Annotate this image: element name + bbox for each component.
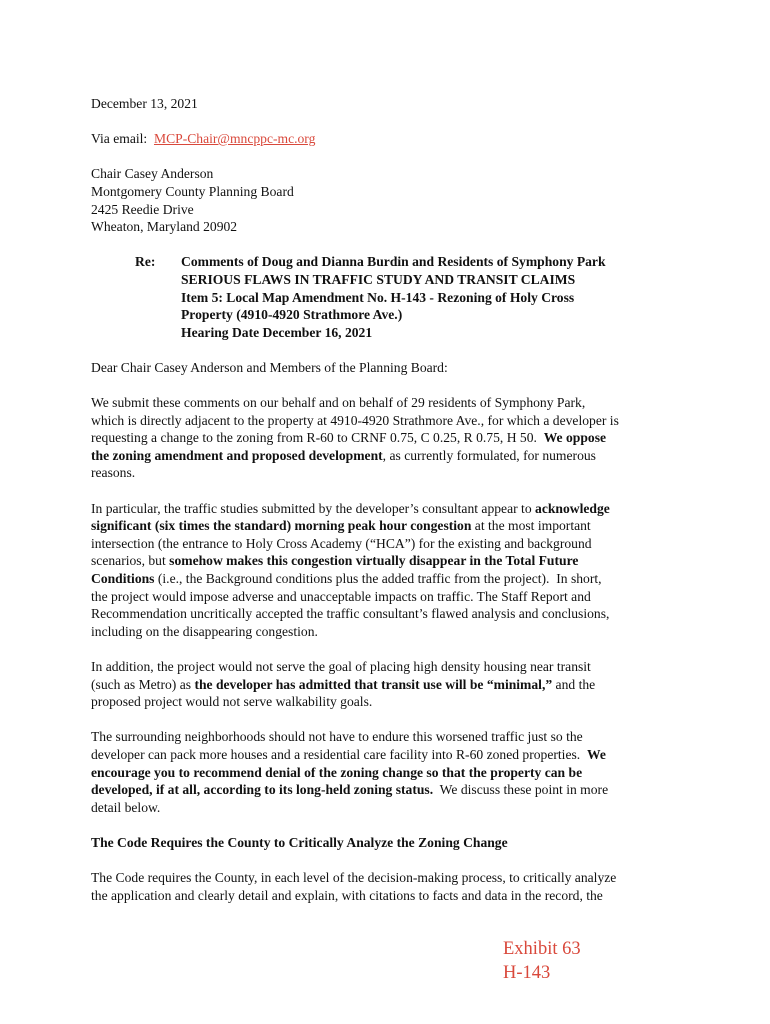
text-line: We submit these comments on our behalf and on behalf of 29 residents of Symphony Park, [91, 395, 586, 411]
address-line: 2425 Reedie Drive [91, 201, 194, 217]
paragraph-5 [91, 869, 673, 904]
text-line: detail below. [91, 799, 161, 815]
subject-block [135, 253, 673, 341]
letter-body [91, 95, 673, 904]
text-line: the application and clearly detail and explain, with citations to facts and data in the record, the [91, 887, 603, 903]
exhibit-stamp [503, 937, 581, 985]
paragraph-3 [91, 658, 673, 711]
section-heading: The Code Requires the County to Critically Analyze the Zoning Change [91, 834, 508, 850]
subject-line: Hearing Date December 16, 2021 [181, 324, 373, 340]
subject-line: Property (4910-4920 Strathmore Ave.) [181, 307, 403, 323]
text-line: developer can pack more houses and a residential care facility into R-60 zoned properties. We [91, 746, 606, 762]
via-email-label: Via email: [91, 131, 154, 147]
salutation: Dear Chair Casey Anderson and Members of the Planning Board: [91, 359, 448, 375]
subject-line: Item 5: Local Map Amendment No. H-143 - Rezoning of Holy Cross [181, 289, 575, 305]
letter-date: December 13, 2021 [91, 96, 198, 111]
exhibit-number: Exhibit 63 [503, 939, 581, 959]
text-line: requesting a change to the zoning from R-60 to CRNF 0.75, C 0.25, R 0.75, H 50. We oppose [91, 430, 607, 446]
text-line: Recommendation uncritically accepted the traffic consultant’s flawed analysis and conclusions, [91, 606, 610, 622]
text-line: reasons. [91, 465, 136, 481]
address-line: Montgomery County Planning Board [91, 183, 294, 199]
text-line: The surrounding neighborhoods should not have to endure this worsened traffic just so the [91, 729, 583, 745]
text-line: The Code requires the County, in each level of the decision-making process, to critically analyze [91, 870, 617, 886]
text-line: Conditions (i.e., the Background conditions plus the added traffic from the project). In short, [91, 571, 602, 587]
paragraph-2 [91, 500, 673, 641]
text-line: developed, if at all, according to its long-held zoning status. We discuss these point in more [91, 782, 609, 798]
email-link[interactable]: MCP-Chair@mncppc-mc.org [153, 131, 316, 147]
address-line: Wheaton, Maryland 20902 [91, 219, 238, 235]
text-line: intersection (the entrance to Holy Cross Academy (“HCA”) for the existing and background [91, 535, 592, 551]
text-line: which is directly adjacent to the property at 4910-4920 Strathmore Ave., for which a developer is [91, 412, 619, 428]
address-line: Chair Casey Anderson [91, 166, 214, 182]
text-line: significant (six times the standard) morning peak hour congestion at the most important [91, 518, 591, 534]
subject-line: SERIOUS FLAWS IN TRAFFIC STUDY AND TRANSIT CLAIMS [181, 271, 576, 287]
re-label: Re: [135, 254, 156, 270]
text-line: (such as Metro) as the developer has admitted that transit use will be “minimal,” and the [91, 676, 596, 692]
via-email-line [91, 130, 673, 148]
text-line: the zoning amendment and proposed development, as currently formulated, for numerous [91, 447, 596, 463]
paragraph-4 [91, 728, 673, 816]
text-line: scenarios, but somehow makes this congestion virtually disappear in the Total Future [91, 553, 579, 569]
exhibit-case: H-143 [503, 963, 551, 983]
text-line: including on the disappearing congestion. [91, 623, 318, 639]
text-line: the project would impose adverse and unacceptable impacts on traffic. The Staff Report and [91, 588, 591, 604]
recipient-address [91, 165, 673, 235]
text-line: encourage you to recommend denial of the zoning change so that the property can be [91, 764, 583, 780]
paragraph-1 [91, 394, 673, 482]
subject-line: Comments of Doug and Dianna Burdin and Residents of Symphony Park [181, 254, 606, 270]
text-line: In particular, the traffic studies submitted by the developer’s consultant appear to acknowledge [91, 500, 610, 516]
text-line: proposed project would not serve walkability goals. [91, 694, 373, 710]
text-line: In addition, the project would not serve the goal of placing high density housing near transit [91, 659, 591, 674]
